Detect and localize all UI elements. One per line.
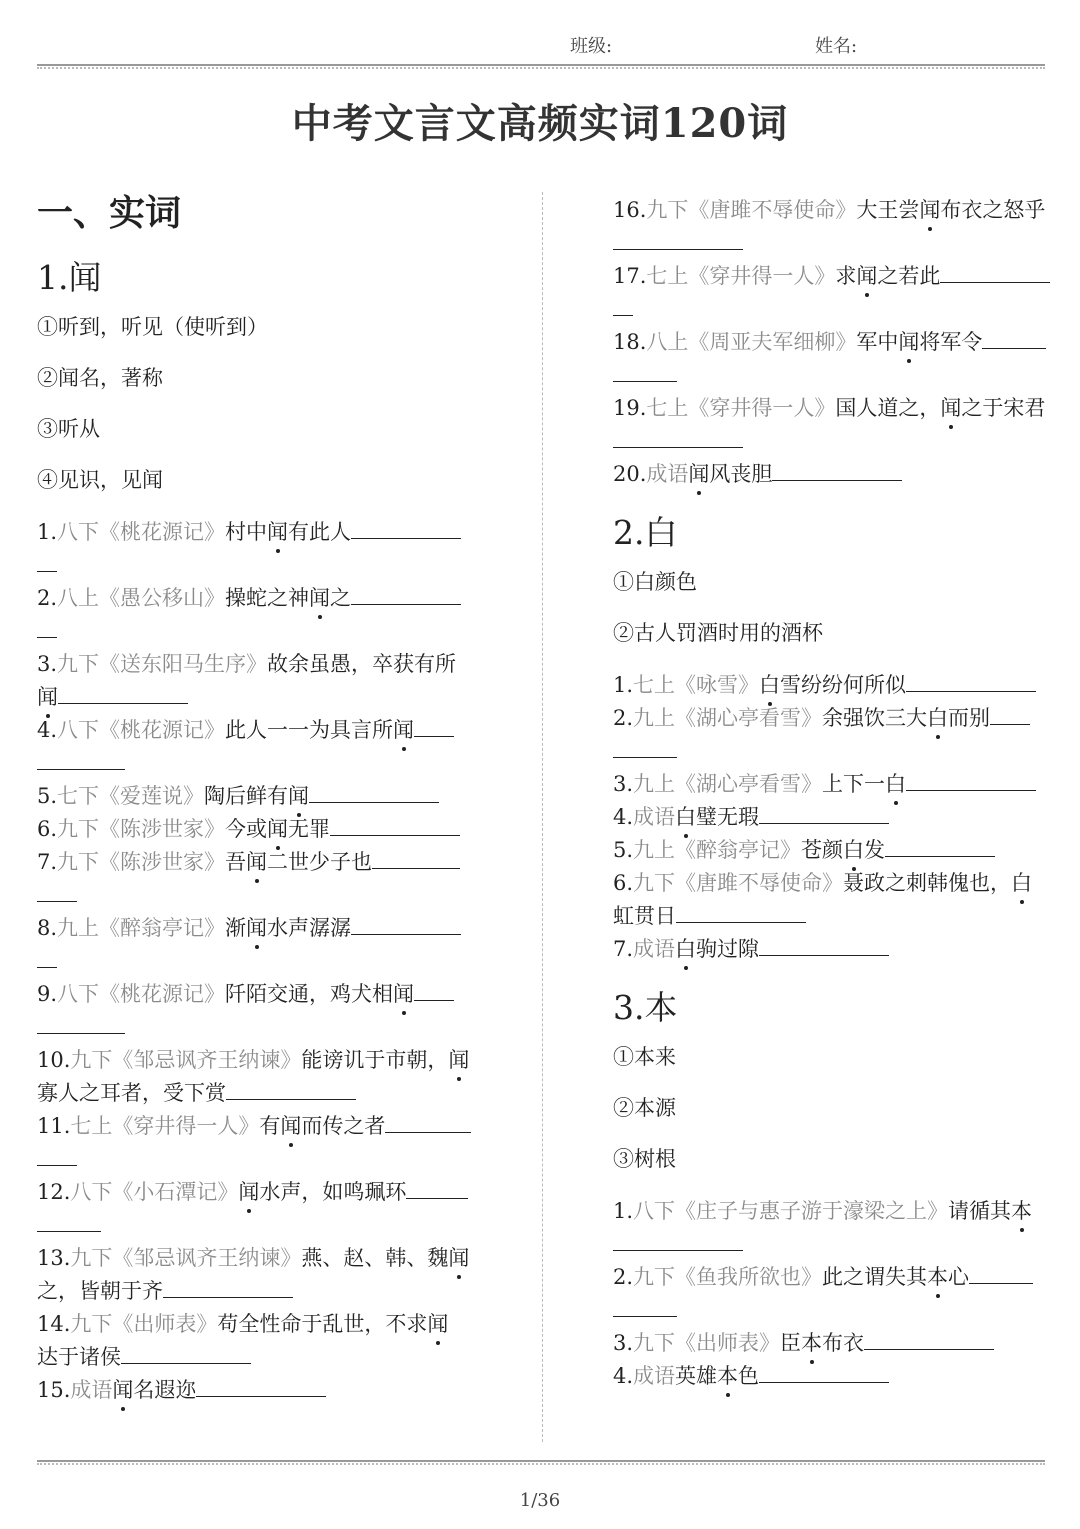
answer-blank[interactable] xyxy=(885,834,995,857)
answer-blank[interactable] xyxy=(330,813,460,836)
answer-blank[interactable] xyxy=(372,846,460,869)
source-label: 七上《穿井得一人》 xyxy=(646,396,836,420)
source-label: 九下《邹忌讽齐王纳谏》 xyxy=(70,1048,302,1072)
key-char: 闻 xyxy=(427,1308,448,1341)
key-char: 闻 xyxy=(393,978,414,1011)
definition: ②闻名，著称 xyxy=(37,366,163,390)
word-heading: 3.本 xyxy=(613,988,678,1027)
source-label: 成语 xyxy=(633,805,676,829)
exercise-item: 5.七下《爱莲说》陶后鲜有闻 xyxy=(37,780,482,813)
source-label: 八上《愚公移山》 xyxy=(57,586,226,610)
definition: ③听从 xyxy=(37,417,100,441)
exercise-item: 6.九下《陈涉世家》今或闻无罪 xyxy=(37,813,482,846)
exercise-item: 2.八上《愚公移山》操蛇之神闻之 xyxy=(37,582,482,615)
answer-blank[interactable] xyxy=(906,669,1036,692)
key-char: 闻 xyxy=(267,516,288,549)
answer-blank[interactable] xyxy=(940,260,1050,283)
source-label: 九下《陈涉世家》 xyxy=(57,817,226,841)
exercise-item: 6.九下《唐雎不辱使命》聂政之刺韩傀也，白 虹贯日 xyxy=(613,867,1063,933)
key-char: 闻 xyxy=(448,1044,469,1077)
exercise-item: 19.七上《穿井得一人》国人道之，闻之于宋君 xyxy=(613,392,1063,425)
source-label: 八上《周亚夫军细柳》 xyxy=(646,330,857,354)
exercise-item: 1.七上《咏雪》白雪纷纷何所似 xyxy=(613,669,1063,702)
answer-blank[interactable] xyxy=(676,900,806,923)
answer-blank[interactable] xyxy=(385,1110,471,1133)
header-divider xyxy=(37,64,1045,69)
answer-blank[interactable] xyxy=(759,801,889,824)
key-char: 闻 xyxy=(919,194,940,227)
source-label: 九下《出师表》 xyxy=(70,1312,218,1336)
answer-blank-cont[interactable] xyxy=(37,1011,125,1034)
key-char: 白 xyxy=(1011,867,1032,900)
answer-blank-cont[interactable] xyxy=(613,293,633,316)
exercise-item: 2.九上《湖心亭看雪》余强饮三大白而别 xyxy=(613,702,1063,735)
key-char: 白 xyxy=(675,801,696,834)
answer-blank-cont[interactable] xyxy=(613,1294,677,1317)
key-char: 白 xyxy=(675,933,696,966)
source-label: 九下《唐雎不辱使命》 xyxy=(646,198,857,222)
answer-blank-cont[interactable] xyxy=(37,1143,77,1166)
source-label: 七上《穿井得一人》 xyxy=(646,264,836,288)
answer-blank-cont[interactable] xyxy=(37,549,57,572)
key-char: 本 xyxy=(717,1360,738,1393)
key-char: 闻 xyxy=(288,780,309,813)
exercise-item: 4.八下《桃花源记》此人一一为具言所闻 xyxy=(37,714,482,747)
source-label: 七上《咏雪》 xyxy=(633,673,760,697)
answer-blank-cont[interactable] xyxy=(37,747,125,770)
source-label: 七上《穿井得一人》 xyxy=(70,1114,260,1138)
key-char: 闻 xyxy=(112,1374,133,1407)
answer-blank[interactable] xyxy=(351,516,461,539)
exercise-item: 7.成语白驹过隙 xyxy=(613,933,1063,966)
exercise-item: 9.八下《桃花源记》阡陌交通，鸡犬相闻 xyxy=(37,978,482,1011)
key-char: 白 xyxy=(759,669,780,702)
exercise-item: 14.九下《出师表》苟全性命于乱世，不求闻 达于诸侯 xyxy=(37,1308,482,1374)
source-label: 八下《庄子与惠子游于濠梁之上》 xyxy=(633,1199,949,1223)
exercise-item: 13.九下《邹忌讽齐王纳谏》燕、赵、韩、魏闻 之，皆朝于齐 xyxy=(37,1242,482,1308)
source-label: 九上《湖心亭看雪》 xyxy=(633,772,823,796)
answer-blank[interactable] xyxy=(414,978,454,1001)
source-label: 九上《湖心亭看雪》 xyxy=(633,706,823,730)
key-char: 闻 xyxy=(448,1242,469,1275)
answer-blank[interactable] xyxy=(351,582,461,605)
key-char: 闻 xyxy=(856,260,877,293)
exercise-item: 15.成语闻名遐迩 xyxy=(37,1374,482,1407)
key-char: 本 xyxy=(927,1261,948,1294)
key-char: 本 xyxy=(801,1327,822,1360)
answer-blank-cont[interactable] xyxy=(37,1209,101,1232)
answer-blank[interactable] xyxy=(406,1176,468,1199)
source-label: 八下《桃花源记》 xyxy=(57,982,226,1006)
page-header xyxy=(0,32,1080,56)
exercise-item: 3.九下《送东阳马生序》故余虽愚，卒获有所 闻 xyxy=(37,648,482,714)
answer-blank[interactable] xyxy=(121,1341,251,1364)
answer-blank[interactable] xyxy=(226,1077,356,1100)
exercise-item: 1.八下《庄子与惠子游于濠梁之上》请循其本 xyxy=(613,1195,1063,1228)
answer-blank[interactable] xyxy=(58,681,188,704)
right-column xyxy=(613,194,1063,1393)
definition: ②古人罚酒时用的酒杯 xyxy=(613,621,823,645)
key-char: 闻 xyxy=(688,458,709,491)
answer-blank[interactable] xyxy=(969,1261,1033,1284)
exercise-item: 16.九下《唐雎不辱使命》大王尝闻布衣之怒乎 xyxy=(613,194,1063,227)
key-char: 闻 xyxy=(280,1110,301,1143)
answer-blank[interactable] xyxy=(759,933,889,956)
source-label: 八下《小石潭记》 xyxy=(70,1180,239,1204)
definition: ①听到，听见（使听到） xyxy=(37,315,268,339)
source-label: 九下《唐雎不辱使命》 xyxy=(633,871,844,895)
exercise-item: 2.九下《鱼我所欲也》此之谓失其本心 xyxy=(613,1261,1063,1294)
exercise-item: 1.八下《桃花源记》村中闻有此人 xyxy=(37,516,482,549)
source-label: 八下《桃花源记》 xyxy=(57,520,226,544)
exercise-item: 20.成语闻风丧胆 xyxy=(613,458,1063,491)
source-label: 九下《送东阳马生序》 xyxy=(57,652,268,676)
key-char: 闻 xyxy=(309,582,330,615)
answer-blank[interactable] xyxy=(759,1360,889,1383)
key-char: 闻 xyxy=(267,813,288,846)
source-label: 成语 xyxy=(646,462,689,486)
source-label: 七下《爱莲说》 xyxy=(57,784,205,808)
key-char: 本 xyxy=(1011,1195,1032,1228)
answer-blank-cont[interactable] xyxy=(613,735,677,758)
key-char: 闻 xyxy=(393,714,414,747)
answer-blank[interactable] xyxy=(309,780,439,803)
definition: ②本源 xyxy=(613,1096,676,1120)
source-label: 九下《出师表》 xyxy=(633,1331,781,1355)
key-char: 闻 xyxy=(940,392,961,425)
key-char: 白 xyxy=(843,834,864,867)
answer-blank[interactable] xyxy=(772,458,902,481)
source-label: 八下《桃花源记》 xyxy=(57,718,226,742)
section-title: 一、实词 xyxy=(37,192,182,234)
answer-blank[interactable] xyxy=(613,1228,743,1251)
exercise-item: 5.九上《醉翁亭记》苍颜白发 xyxy=(613,834,1063,867)
answer-blank[interactable] xyxy=(990,702,1030,725)
definition: ③树根 xyxy=(613,1147,676,1171)
key-char: 闻 xyxy=(898,326,919,359)
exercise-item: 17.七上《穿井得一人》求闻之若此 xyxy=(613,260,1063,293)
source-label: 九下《邹忌讽齐王纳谏》 xyxy=(70,1246,302,1270)
word-heading: 1.闻 xyxy=(37,258,102,297)
name-label: 姓名: xyxy=(815,36,858,57)
answer-blank[interactable] xyxy=(864,1327,994,1350)
key-char: 闻 xyxy=(37,681,58,714)
key-char: 白 xyxy=(927,702,948,735)
answer-blank[interactable] xyxy=(163,1275,293,1298)
key-char: 闻 xyxy=(246,846,267,879)
source-label: 九下《鱼我所欲也》 xyxy=(633,1265,823,1289)
footer-divider xyxy=(37,1460,1045,1465)
definition: ④见识，见闻 xyxy=(37,468,163,492)
exercise-item: 3.九上《湖心亭看雪》上下一白 xyxy=(613,768,1063,801)
answer-blank-cont[interactable] xyxy=(37,615,57,638)
answer-blank[interactable] xyxy=(196,1374,326,1397)
exercise-item: 10.九下《邹忌讽齐王纳谏》能谤讥于市朝，闻 寡人之耳者，受下赏 xyxy=(37,1044,482,1110)
answer-blank[interactable] xyxy=(613,425,743,448)
answer-blank-cont[interactable] xyxy=(37,879,77,902)
exercise-item: 12.八下《小石潭记》闻水声，如鸣珮环 xyxy=(37,1176,482,1209)
exercise-item: 7.九下《陈涉世家》吾闻二世少子也 xyxy=(37,846,482,879)
column-divider xyxy=(542,192,543,1442)
class-label: 班级: xyxy=(570,36,613,57)
answer-blank[interactable] xyxy=(982,326,1046,349)
left-column xyxy=(37,190,482,1407)
answer-blank[interactable] xyxy=(906,768,1036,791)
source-label: 九上《醉翁亭记》 xyxy=(633,838,802,862)
exercise-item: 4.成语英雄本色 xyxy=(613,1360,1063,1393)
definition: ①本来 xyxy=(613,1045,676,1069)
key-char: 闻 xyxy=(246,912,267,945)
source-label: 成语 xyxy=(633,1364,676,1388)
exercise-item: 8.九上《醉翁亭记》渐闻水声潺潺 xyxy=(37,912,482,945)
key-char: 闻 xyxy=(238,1176,259,1209)
source-label: 九下《陈涉世家》 xyxy=(57,850,226,874)
word-heading: 2.白 xyxy=(613,513,678,552)
answer-blank-cont[interactable] xyxy=(613,359,677,382)
answer-blank-cont[interactable] xyxy=(37,945,57,968)
answer-blank[interactable] xyxy=(613,227,743,250)
exercise-item: 11.七上《穿井得一人》有闻而传之者 xyxy=(37,1110,482,1143)
exercise-item: 18.八上《周亚夫军细柳》军中闻将军令 xyxy=(613,326,1063,359)
source-label: 成语 xyxy=(70,1378,113,1402)
source-label: 成语 xyxy=(633,937,676,961)
page-number: 1/36 xyxy=(519,1490,561,1511)
exercise-item: 3.九下《出师表》臣本布衣 xyxy=(613,1327,1063,1360)
answer-blank[interactable] xyxy=(414,714,454,737)
page-title: 中考文言文高频实词120词 xyxy=(291,100,789,147)
answer-blank[interactable] xyxy=(351,912,461,935)
key-char: 白 xyxy=(885,768,906,801)
source-label: 九上《醉翁亭记》 xyxy=(57,916,226,940)
exercise-item: 4.成语白璧无瑕 xyxy=(613,801,1063,834)
definition: ①白颜色 xyxy=(613,570,697,594)
